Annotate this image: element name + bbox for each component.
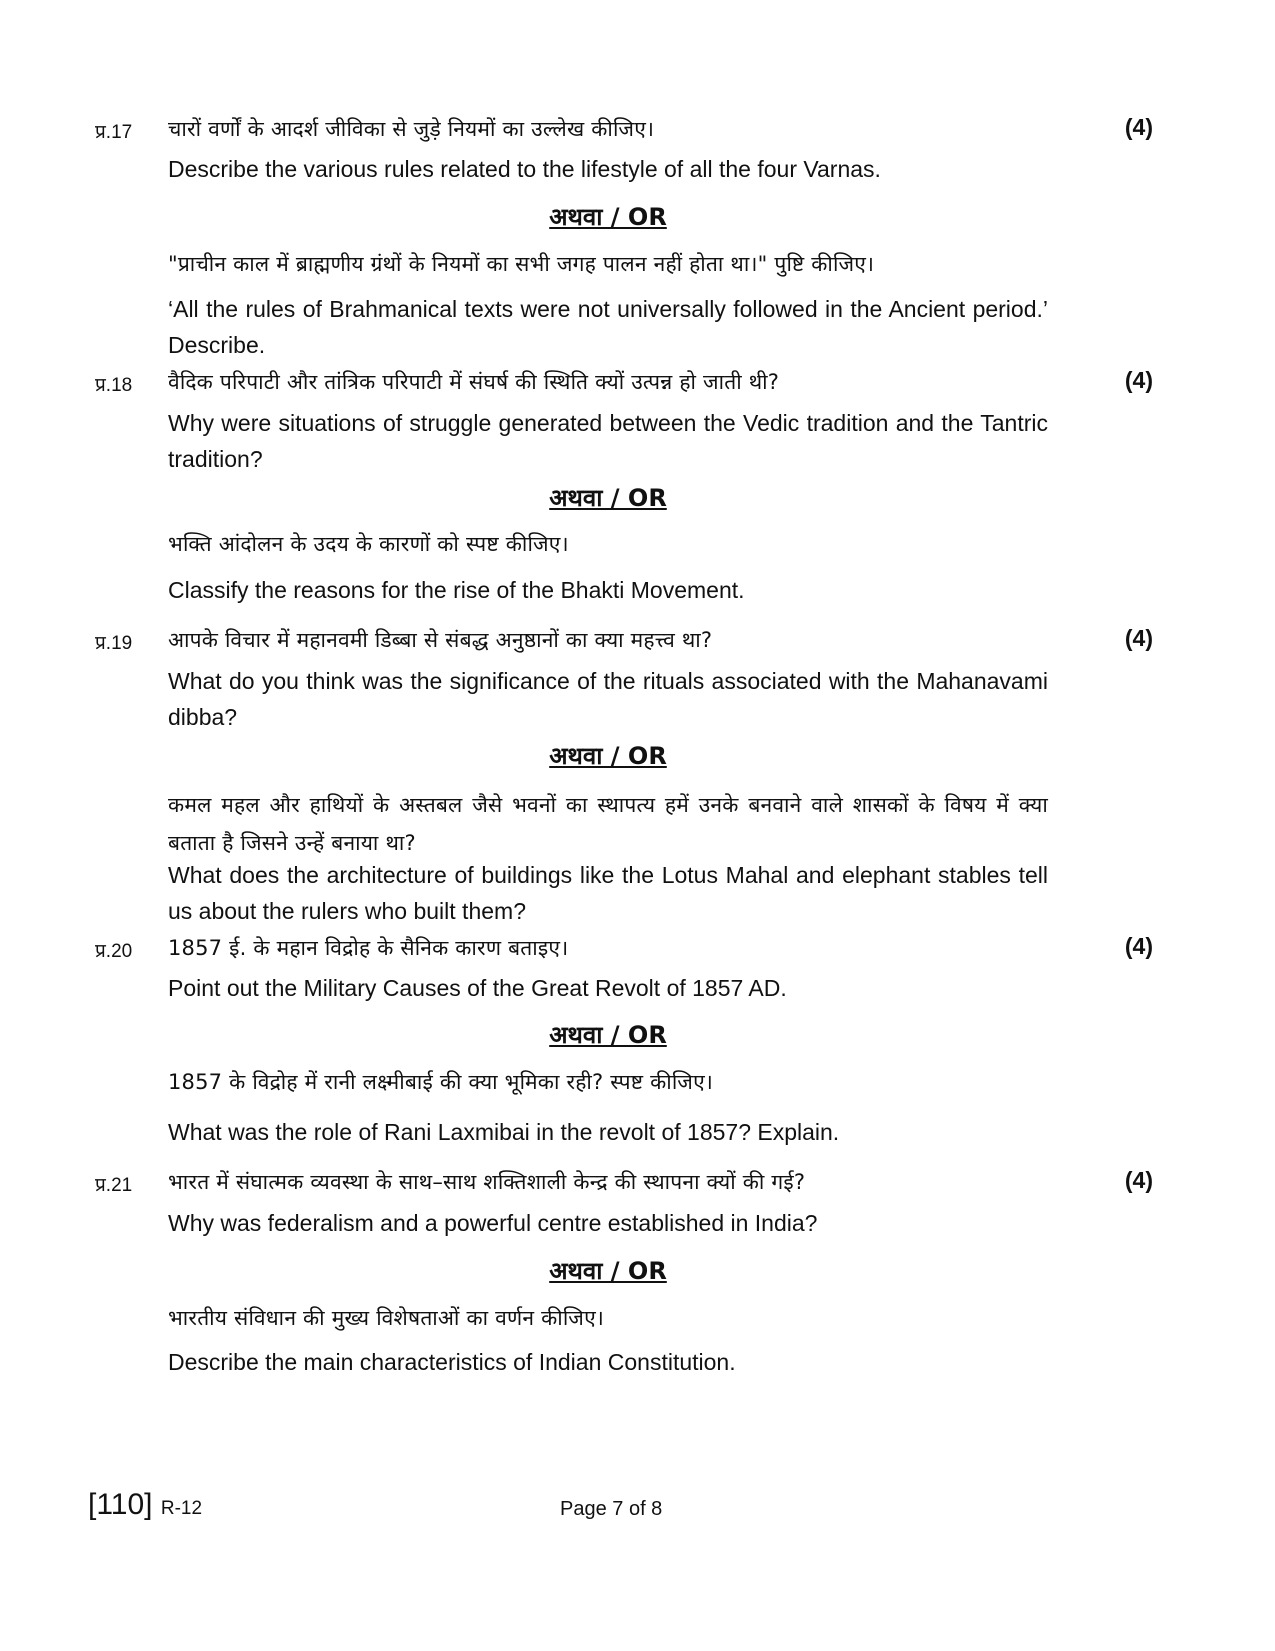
or-divider-19: अथवा / OR <box>549 742 667 770</box>
question-number-20: प्र.20 <box>95 941 133 962</box>
question-19-marks: (4) <box>1124 625 1153 651</box>
question-21-alt-hindi: भारतीय संविधान की मुख्य विशेषताओं का वर्णन कीजिए। <box>168 1306 605 1330</box>
question-number-21: प्र.21 <box>95 1175 133 1196</box>
question-number-17: प्र.17 <box>95 122 133 143</box>
question-19-alt-english: What does the architecture of buildings like the Lotus Mahal and elephant stables tell us about the rulers who built them? <box>168 862 1048 924</box>
question-18-alt-english: Classify the reasons for the rise of the Bhakti Movement. <box>168 577 745 603</box>
question-number-19: प्र.19 <box>95 633 133 654</box>
paper-code <box>88 1488 202 1522</box>
question-21-hindi: भारत में संघात्मक व्यवस्था के साथ–साथ शक्तिशाली केन्द्र की स्थापना क्यों की गई? <box>168 1170 806 1194</box>
or-divider-18: अथवा / OR <box>549 484 667 512</box>
paper-code-number: [110] <box>88 1488 153 1521</box>
question-18-alt-hindi: भक्ति आंदोलन के उदय के कारणों को स्पष्ट कीजिए। <box>168 532 569 556</box>
or-divider-17: अथवा / OR <box>549 203 667 231</box>
question-21-marks: (4) <box>1124 1167 1153 1193</box>
or-divider-21: अथवा / OR <box>549 1257 667 1285</box>
question-19-alt-hindi: कमल महल और हाथियों के अस्तबल जैसे भवनों का स्थापत्य हमें उनके बनवाने वाले शासकों के विषय में क्या बताता है जिसने उन्हें बनाया था? <box>168 793 1048 855</box>
question-18-hindi: वैदिक परिपाटी और तांत्रिक परिपाटी में संघर्ष की स्थिति क्यों उत्पन्न हो जाती थी? <box>168 370 780 394</box>
or-divider-20: अथवा / OR <box>549 1021 667 1049</box>
question-19-english: What do you think was the significance of the rituals associated with the Mahanavami dibba? <box>168 668 1048 730</box>
question-17-marks: (4) <box>1124 114 1153 140</box>
question-20-alt-english: What was the role of Rani Laxmibai in the revolt of 1857? Explain. <box>168 1119 840 1145</box>
question-21-english: Why was federalism and a powerful centre established in India? <box>168 1210 818 1236</box>
question-17-hindi: चारों वर्णों के आदर्श जीविका से जुड़े नियमों का उल्लेख कीजिए। <box>168 117 655 141</box>
question-20-hindi: 1857 ई. के महान विद्रोह के सैनिक कारण बताइए। <box>168 936 569 960</box>
question-18-english: Why were situations of struggle generated between the Vedic tradition and the Tantric tradition? <box>168 410 1048 472</box>
page-number: Page 7 of 8 <box>560 1498 663 1520</box>
paper-series: R-12 <box>160 1498 203 1519</box>
question-20-marks: (4) <box>1124 933 1153 959</box>
question-21-alt-english: Describe the main characteristics of Indian Constitution. <box>168 1349 736 1375</box>
question-20-english: Point out the Military Causes of the Great Revolt of 1857 AD. <box>168 975 787 1001</box>
question-17-alt-english: ‘All the rules of Brahmanical texts were not universally followed in the Ancient period.’ Describe. <box>168 296 1048 358</box>
question-19-hindi: आपके विचार में महानवमी डिब्बा से संबद्ध अनुष्ठानों का क्या महत्त्व था? <box>168 628 713 652</box>
question-number-18: प्र.18 <box>95 375 133 396</box>
question-17-alt-hindi: "प्राचीन काल में ब्राह्मणीय ग्रंथों के नियमों का सभी जगह पालन नहीं होता था।" पुष्टि कीजिए। <box>168 252 875 276</box>
question-18-marks: (4) <box>1124 367 1153 393</box>
question-17-english: Describe the various rules related to the lifestyle of all the four Varnas. <box>168 156 881 182</box>
question-20-alt-hindi: 1857 के विद्रोह में रानी लक्ष्मीबाई की क्या भूमिका रही? स्पष्ट कीजिए। <box>168 1070 714 1094</box>
